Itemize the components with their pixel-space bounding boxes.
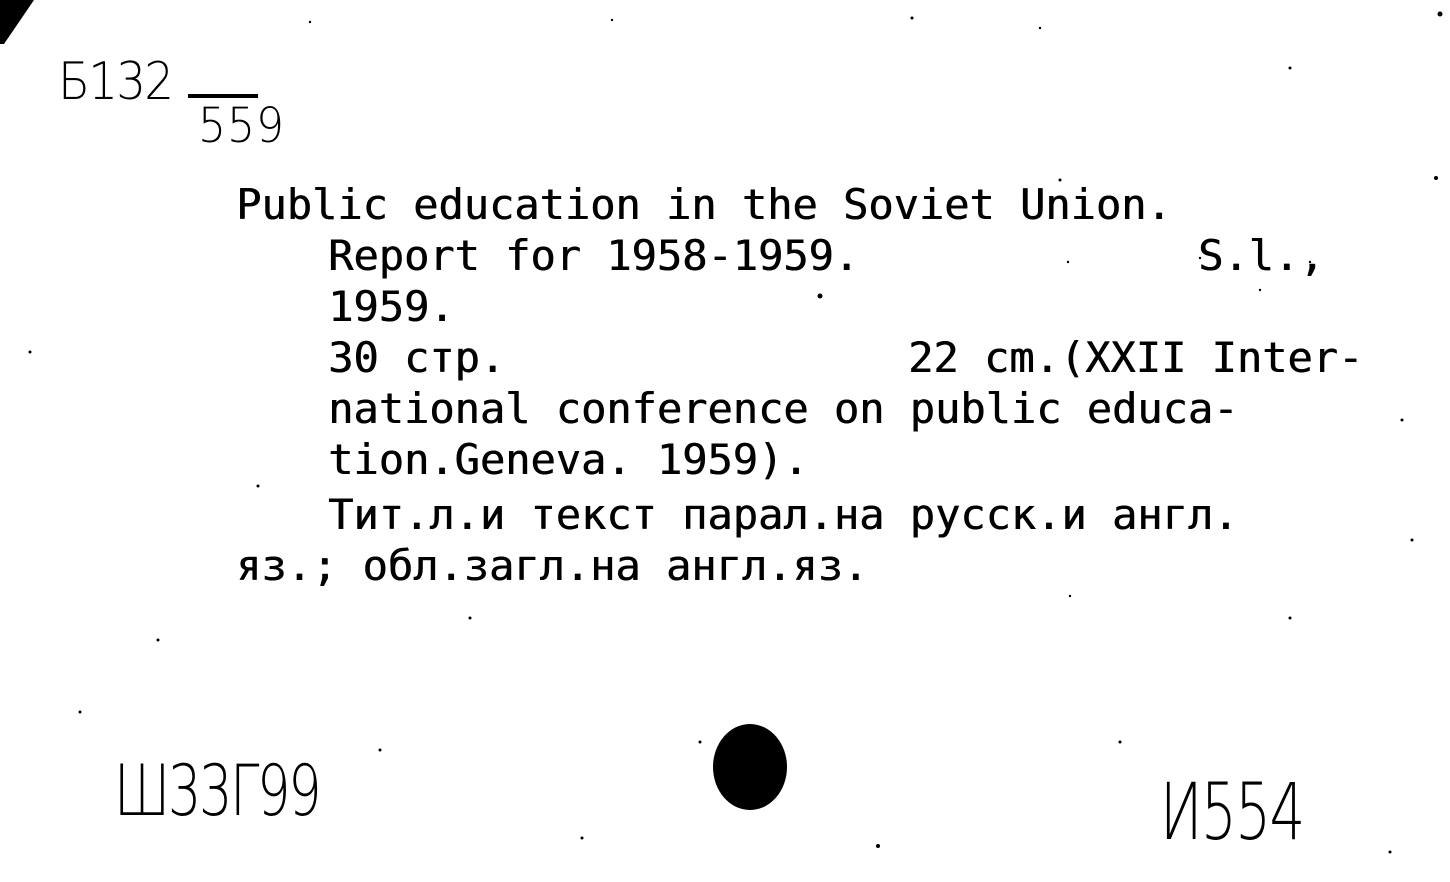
note-line: Тит.л.и текст парал.на русск.и англ. (328, 490, 1239, 539)
imprint-year: 1959. (328, 282, 455, 331)
shelf-mark: Ш33Г99 (114, 750, 320, 832)
call-number-bottom: 559 (198, 98, 286, 154)
title-line: Report for 1958-1959. (328, 231, 860, 280)
series-line: tion.Geneva. 1959). (328, 435, 809, 484)
size-series: 22 cm.(XXII Inter- (908, 333, 1364, 382)
pagination: 30 стр. (328, 333, 506, 382)
note-line: яз.; обл.загл.на англ.яз. (236, 541, 869, 590)
imprint-place: S.l., (1198, 231, 1325, 280)
punch-hole (713, 724, 787, 810)
series-line: national conference on public educa- (328, 384, 1239, 433)
inventory-number: И554 (1160, 768, 1304, 858)
call-number-top: Б132 (58, 52, 173, 112)
title-line: Public education in the Soviet Union. (236, 180, 1172, 229)
